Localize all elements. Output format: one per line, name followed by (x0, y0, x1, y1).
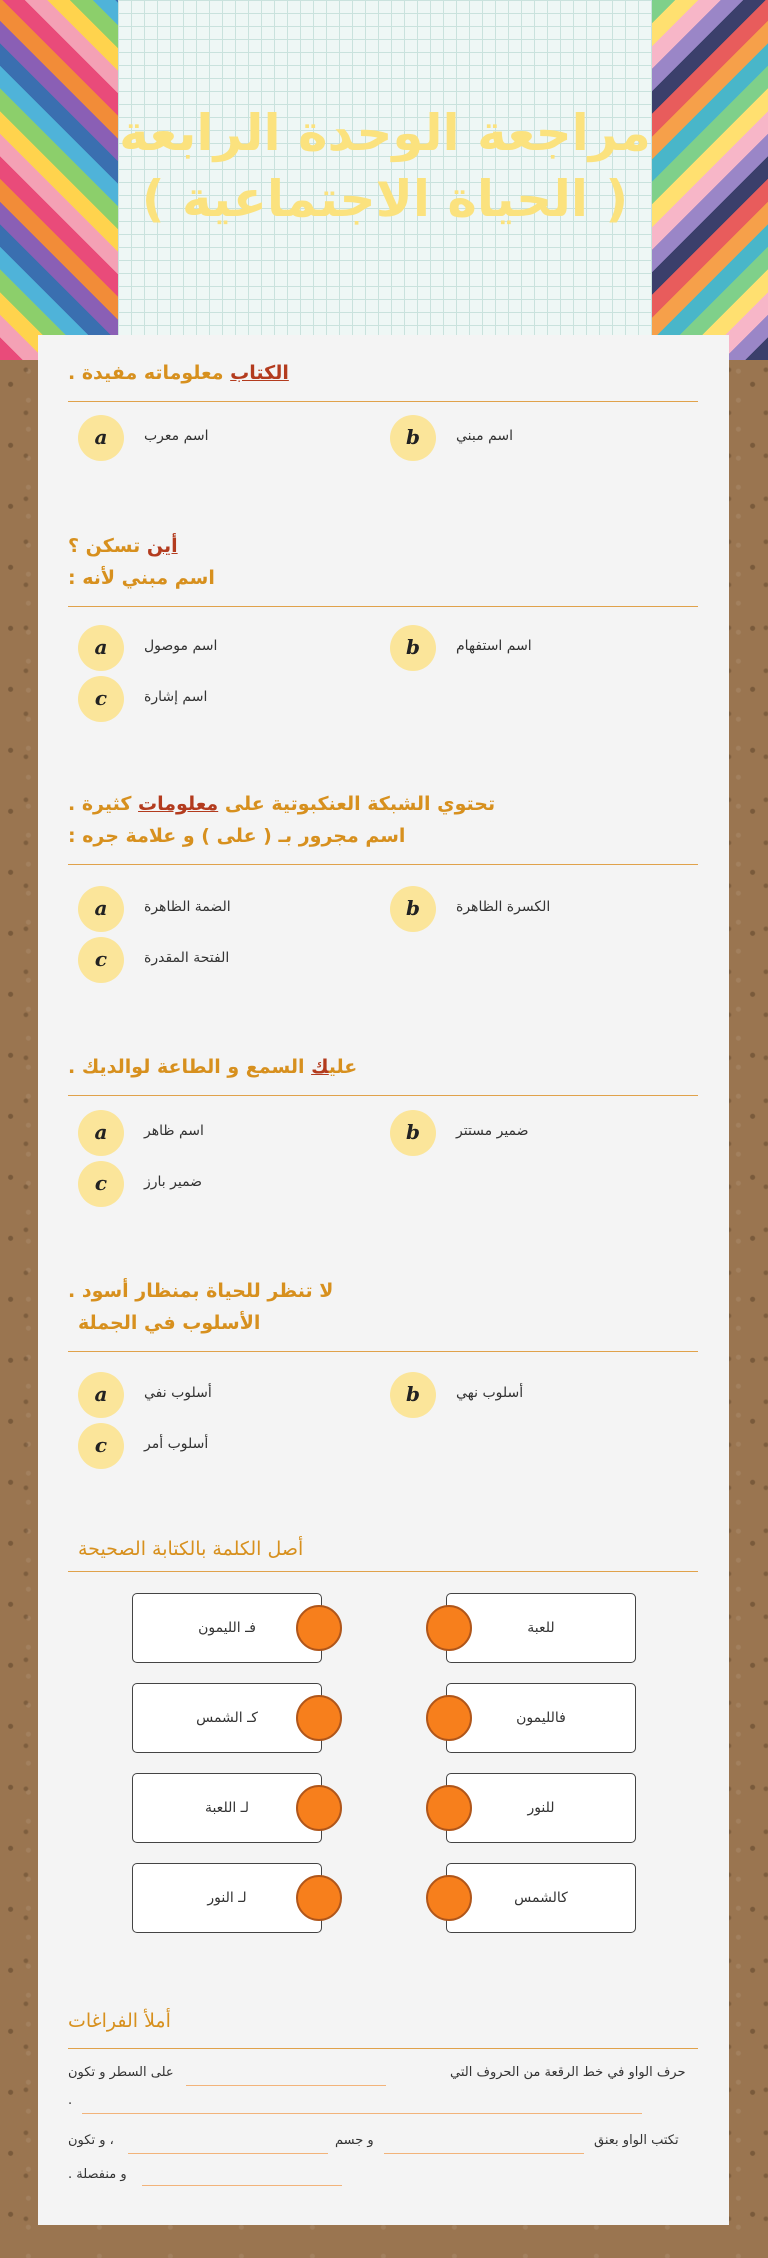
fill-blank-4[interactable] (128, 2153, 328, 2154)
option-label: اسم معرب (144, 428, 209, 444)
question-5-option-b[interactable] (390, 1372, 690, 1418)
fill-heading: أملأ الفراغات (68, 2010, 171, 2032)
option-letter-b: b (390, 1372, 436, 1418)
question-3-highlight: معلومات (138, 793, 219, 815)
question-4-highlight: ك (311, 1056, 329, 1078)
question-4-option-a[interactable] (78, 1110, 378, 1156)
question-5 (68, 1275, 698, 1352)
match-right-connector-1[interactable] (426, 1605, 472, 1651)
option-label: أسلوب أمر (144, 1436, 209, 1452)
match-right-item-2[interactable]: فالليمون (446, 1683, 636, 1753)
decorative-stripes-left (0, 0, 118, 360)
match-left-connector-1[interactable] (296, 1605, 342, 1651)
fill-sentence-1-part-2: على السطر و تكون (68, 2065, 174, 2080)
option-letter-b: b (390, 1110, 436, 1156)
option-label: اسم إشارة (144, 689, 208, 705)
question-3-divider (68, 864, 698, 865)
match-left-connector-4[interactable] (296, 1875, 342, 1921)
page-title: مراجعة الوحدة الرابعة ( الحياة الاجتماعية ) (119, 104, 651, 228)
option-letter-c: c (78, 937, 124, 983)
match-left-connector-3[interactable] (296, 1785, 342, 1831)
match-divider-wrap (68, 1571, 698, 1572)
option-letter-b: b (390, 415, 436, 461)
option-letter-c: c (78, 1161, 124, 1207)
question-2-option-b[interactable] (390, 625, 690, 671)
question-1 (68, 357, 698, 402)
question-1-option-a[interactable] (78, 415, 378, 461)
question-3-subtitle: اسم مجرور بـ ( على ) و علامة جره : (68, 825, 406, 847)
match-right-connector-4[interactable] (426, 1875, 472, 1921)
fill-blank-3[interactable] (384, 2153, 584, 2154)
fill-divider (68, 2048, 698, 2049)
question-5-option-a[interactable] (78, 1372, 378, 1418)
match-divider (68, 1571, 698, 1572)
option-label: الفتحة المقدرة (144, 950, 230, 966)
question-3-option-c[interactable] (78, 937, 378, 983)
question-5-title: لا تنظر للحياة بمنظار أسود . (68, 1280, 334, 1302)
match-right-item-3[interactable]: للنور (446, 1773, 636, 1843)
question-4-title: عليك السمع و الطاعة لوالديك . (68, 1056, 358, 1078)
question-2 (68, 530, 698, 607)
question-4-option-c[interactable] (78, 1161, 378, 1207)
question-2-option-c[interactable] (78, 676, 378, 722)
fill-sentence-1-part-1: حرف الواو في خط الرقعة من الحروف التي (450, 2065, 686, 2080)
question-5-divider (68, 1351, 698, 1352)
fill-blank-5[interactable] (142, 2185, 342, 2186)
option-label: الضمة الظاهرة (144, 899, 231, 915)
question-5-option-c[interactable] (78, 1423, 378, 1469)
question-3-option-b[interactable] (390, 886, 690, 932)
question-4 (68, 1051, 698, 1096)
match-left-item-1[interactable]: فـ الليمون (132, 1593, 322, 1663)
fill-sentence-1-end: . (68, 2093, 73, 2108)
worksheet-header (0, 0, 768, 360)
match-left-item-4[interactable]: لـ النور (132, 1863, 322, 1933)
question-4-divider (68, 1095, 698, 1096)
option-label: ضمير مستتر (456, 1123, 529, 1139)
question-1-title: الكتاب معلوماته مفيدة . (68, 362, 289, 384)
question-1-option-b[interactable] (390, 415, 690, 461)
decorative-stripes-right (652, 0, 768, 360)
option-letter-a: a (78, 886, 124, 932)
fill-sentence-2-part-2: و جسم (335, 2133, 374, 2148)
match-right-connector-3[interactable] (426, 1785, 472, 1831)
question-3 (68, 788, 698, 865)
match-right-connector-2[interactable] (426, 1695, 472, 1741)
option-letter-c: c (78, 676, 124, 722)
option-label: اسم مبني (456, 428, 514, 444)
match-heading: أصل الكلمة بالكتابة الصحيحة (78, 1538, 304, 1560)
question-1-divider (68, 401, 698, 402)
match-right-item-1[interactable]: للعبة (446, 1593, 636, 1663)
question-3-title: تحتوي الشبكة العنكبوتية على معلومات كثيرة . (68, 793, 496, 815)
match-left-item-2[interactable]: كـ الشمس (132, 1683, 322, 1753)
option-letter-a: a (78, 1110, 124, 1156)
question-1-highlight: الكتاب (230, 362, 289, 384)
match-right-item-4[interactable]: كالشمس (446, 1863, 636, 1933)
question-5-subtitle: الأسلوب في الجملة (78, 1312, 261, 1334)
question-2-highlight: أين (146, 535, 178, 557)
option-letter-b: b (390, 886, 436, 932)
option-letter-a: a (78, 625, 124, 671)
question-2-option-a[interactable] (78, 625, 378, 671)
match-left-connector-2[interactable] (296, 1695, 342, 1741)
question-2-title: أين تسكن ؟ (68, 535, 178, 557)
fill-sentence-3: و منفصلة . (68, 2167, 127, 2182)
option-label: اسم استفهام (456, 638, 532, 654)
option-label: ضمير بارز (144, 1174, 203, 1190)
question-2-subtitle: اسم مبني لأنه : (68, 567, 215, 589)
worksheet-card (38, 335, 729, 2225)
fill-sentence-2-part-1: تكتب الواو بعنق (594, 2133, 679, 2148)
option-letter-c: c (78, 1423, 124, 1469)
option-letter-a: a (78, 1372, 124, 1418)
match-left-item-3[interactable]: لـ اللعبة (132, 1773, 322, 1843)
fill-blank-2[interactable] (82, 2113, 642, 2114)
option-label: الكسرة الظاهرة (456, 899, 551, 915)
fill-divider-wrap (68, 2048, 698, 2049)
question-3-option-a[interactable] (78, 886, 378, 932)
option-label: أسلوب نهي (456, 1385, 524, 1401)
option-letter-a: a (78, 415, 124, 461)
option-label: اسم موصول (144, 638, 218, 654)
option-label: أسلوب نفي (144, 1385, 212, 1401)
fill-blank-1[interactable] (186, 2085, 386, 2086)
option-label: اسم ظاهر (144, 1123, 204, 1139)
question-4-option-b[interactable] (390, 1110, 690, 1156)
question-2-divider (68, 606, 698, 607)
fill-sentence-2-part-3: ، و تكون (68, 2133, 114, 2148)
option-letter-b: b (390, 625, 436, 671)
